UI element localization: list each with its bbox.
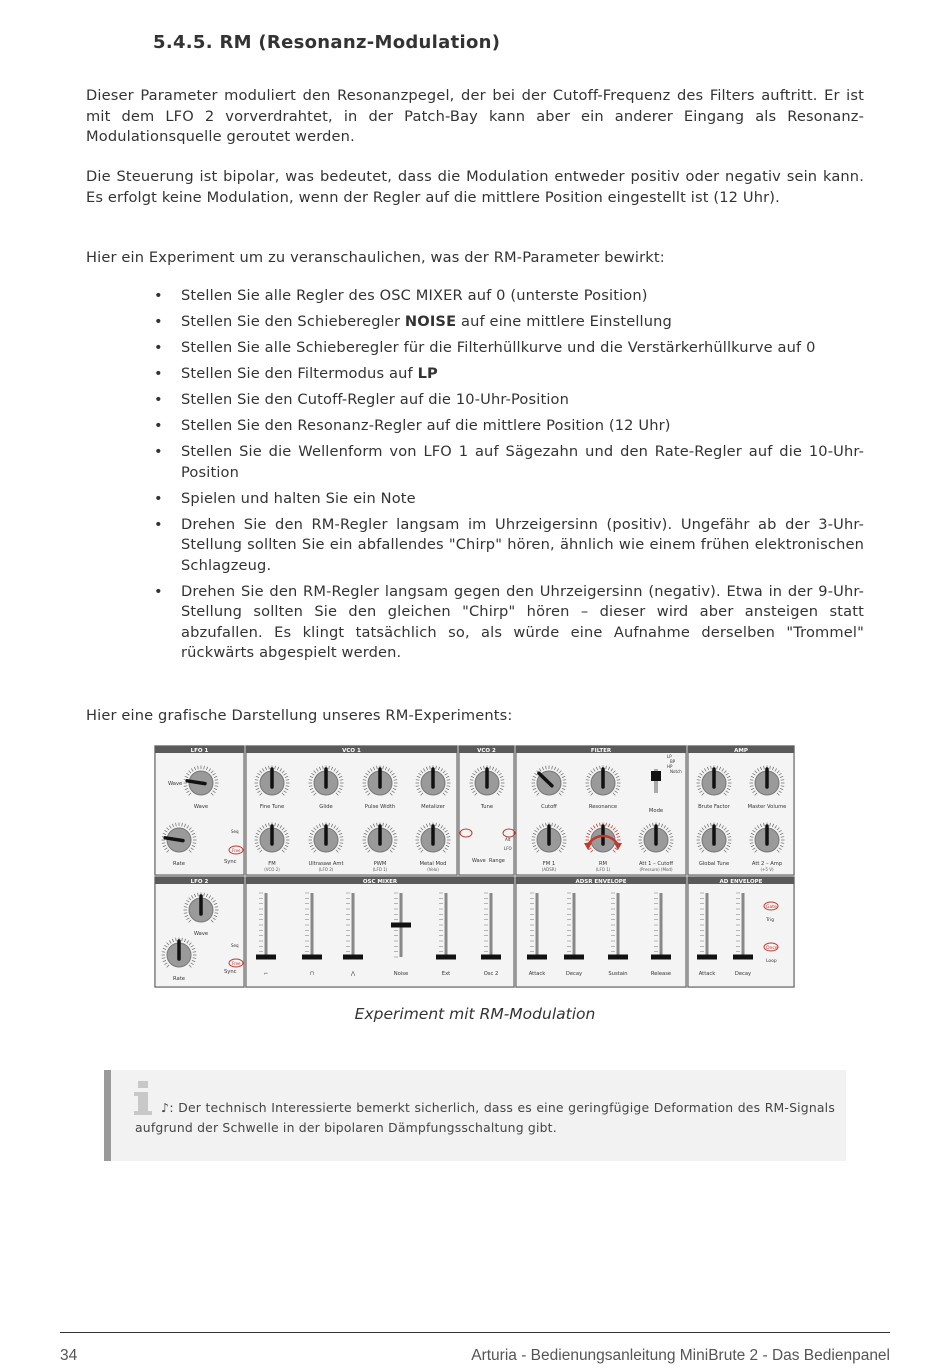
slider-track — [617, 893, 620, 957]
slider-label: Decay — [565, 971, 583, 977]
sync-label: Seq — [231, 829, 239, 834]
knob-sublabel: (LFO 2) — [318, 867, 334, 872]
experiment-steps-list — [86, 286, 864, 669]
list-item: • Stellen Sie die Wellenform von LFO 1 auf Sägezahn und den Rate-Regler auf die 10-Uhr-Position — [154, 443, 864, 481]
knob-label: FM — [268, 861, 276, 867]
slider-label: ⊓ — [309, 971, 315, 977]
list-item: • Stellen Sie den Filtermodus auf LP — [154, 365, 438, 382]
section-title: ADSR ENVELOPE — [575, 879, 627, 885]
sync-label: Seq — [231, 943, 239, 948]
slider-track — [265, 893, 268, 957]
section-title: LFO 1 — [190, 748, 209, 754]
knob-label: Global Tune — [698, 861, 730, 867]
slider-track — [742, 893, 745, 957]
list-item: • Stellen Sie den Schieberegler NOISE auf eine mittlere Einstellung — [154, 313, 672, 330]
paragraph-intro: Dieser Parameter moduliert den Resonanzpegel, der bei der Cutoff-Frequenz des Filters auftritt. Er ist mit dem LFO 2 vorverdrahtet, in der Patch-Bay kann aber ein anderer Eingang als Resonanz-Modulationsquelle geroutet werden. — [86, 87, 864, 145]
knob-label: Brute Factor — [698, 804, 730, 810]
knob-label: Rate — [173, 976, 185, 982]
knob-label: FM 1 — [542, 861, 556, 867]
figure-caption: Experiment mit RM-Modulation — [354, 1005, 596, 1023]
mode-label: Notch — [670, 769, 682, 774]
paragraph-experiment-intro: Hier ein Experiment um zu veranschaulichen, was der RM-Parameter bewirkt: — [86, 249, 665, 266]
knob-label: Master Volume — [747, 804, 787, 810]
panel-section — [459, 746, 514, 875]
list-item: • Stellen Sie alle Schieberegler für die Filterhüllkurve und die Verstärkerhüllkurve auf 0 — [154, 339, 816, 356]
list-item: • Spielen und halten Sie ein Note — [154, 489, 416, 507]
knob-sublabel: (+5 V) — [760, 867, 774, 872]
knob-label: Metalizer — [421, 804, 445, 810]
knob-label: Wave — [193, 931, 209, 937]
list-item: • Drehen Sie den RM-Regler langsam gegen den Uhrzeigersinn (negativ). Etwa in der 9-Uhr-Stellung sollten Sie den gleichen "Chirp" hören – dieser wird aber ansteigen statt abzufallen. Es klingt tatsächlich so, als würde eine Aufnahme derselben "Trommel" rückwärts abgespielt werden. — [154, 582, 864, 661]
ad-mode-label: Trig — [766, 918, 775, 923]
slider-track — [660, 893, 663, 957]
slider-handle — [481, 955, 501, 960]
switch-label: LFO — [504, 846, 512, 851]
slider-label: Attack — [528, 971, 546, 977]
list-item: • Stellen Sie den Resonanz-Regler auf die mittlere Position (12 Uhr) — [154, 417, 671, 434]
slider-handle — [697, 955, 717, 960]
section-title: LFO 2 — [190, 879, 209, 885]
knob-label: Rate — [173, 861, 185, 867]
knob-label: Cutoff — [541, 804, 557, 810]
knob-label: Tune — [480, 804, 494, 810]
slider-track — [536, 893, 539, 957]
panel-section — [155, 746, 244, 875]
slider-handle — [564, 955, 584, 960]
mode-label: BP — [670, 759, 676, 764]
sync-label: Free — [232, 848, 241, 853]
slider-track — [490, 893, 493, 957]
slider-label: Ext — [441, 971, 451, 977]
section-title: VCO 1 — [342, 748, 361, 754]
ad-mode-label: Once — [766, 946, 778, 951]
slider-handle — [733, 955, 753, 960]
note-box — [104, 1070, 846, 1161]
knob-label: RM — [598, 861, 608, 867]
knob-sublabel: (ADSR) — [541, 867, 557, 872]
list-item: • Stellen Sie den Cutoff-Regler auf die 10-Uhr-Position — [154, 391, 570, 408]
slider-label: Noise — [393, 971, 409, 977]
panel-section — [688, 746, 794, 875]
knob-label: PWM — [373, 861, 387, 867]
knob-sublabel: (Pressure) (Mod) — [639, 867, 673, 872]
knob-sublabel: (LFO 1) — [372, 867, 388, 872]
slider-handle — [343, 955, 363, 960]
slider-handle — [651, 955, 671, 960]
list-item: • Drehen Sie den RM-Regler langsam im Uhrzeigersinn (positiv). Ungefähr ab der 3-Uhr-Stellung sollten Sie ein abfallendes "Chirp" hören, ähnlich wie einem frühen elektronischen Schlagzeug. — [154, 515, 864, 574]
mode-switch-handle — [651, 771, 661, 781]
footer-divider — [60, 1332, 890, 1333]
slider-handle — [391, 923, 411, 928]
section-heading: 5.4.5. RM (Resonanz-Modulation) — [153, 32, 501, 53]
slider-label: ⌐ — [263, 971, 269, 977]
section-title: OSC MIXER — [362, 879, 398, 885]
mode-label: LP — [667, 754, 672, 759]
slider-label: Decay — [734, 971, 752, 977]
note-text: ♪: Der technisch Interessierte bemerkt sicherlich, dass es eine geringfügige Deformation des RM-Signals aufgrund der Schwelle in der bipolaren Dämpfungsschaltung gibt. — [135, 1100, 835, 1135]
slider-label: ⋀ — [350, 971, 356, 977]
mode-label: HP — [667, 764, 673, 769]
slider-handle — [608, 955, 628, 960]
panel-section — [246, 877, 514, 987]
switch-label: Alt — [505, 837, 511, 842]
section-title: FILTER — [590, 748, 612, 754]
knob-label: Metal Mod — [419, 861, 447, 867]
knob-sublabel: (Velo) — [427, 867, 439, 872]
panel-section — [246, 746, 457, 875]
sync-label: Free — [232, 961, 241, 966]
slider-track — [706, 893, 709, 957]
ad-mode-label: Loop — [766, 959, 777, 964]
slider-track — [311, 893, 314, 957]
switch-label: Range — [489, 858, 505, 864]
slider-track — [573, 893, 576, 957]
knob-label: Att 2 – Amp — [751, 861, 783, 867]
knob-label: Fine Tune — [259, 804, 285, 810]
switch-label: Wave — [472, 858, 486, 864]
knob-label: Glide — [319, 804, 333, 810]
page-number: 34 — [60, 1347, 78, 1364]
slider-track — [445, 893, 448, 957]
paragraph-bipolar: Die Steuerung ist bipolar, was bedeutet, dass die Modulation entweder positiv oder negativ sein kann. Es erfolgt keine Modulation, wenn der Regler auf die mittlere Position eingestellt ist (12 Uhr). — [86, 168, 864, 206]
slider-handle — [527, 955, 547, 960]
slider-track — [352, 893, 355, 957]
slider-handle — [256, 955, 276, 960]
section-title: AD ENVELOPE — [719, 879, 763, 885]
section-title: VCO 2 — [477, 748, 496, 754]
slider-handle — [302, 955, 322, 960]
knob-label: Pulse Width — [364, 804, 396, 810]
knob-label: Resonance — [588, 804, 618, 810]
knob-label: Sync — [224, 859, 237, 865]
knob-sublabel: (VCO 2) — [264, 867, 280, 872]
knob-label: Sync — [224, 969, 237, 975]
slider-label: Attack — [698, 971, 716, 977]
synth-panel-diagram — [154, 745, 795, 988]
slider-label: Sustain — [608, 971, 628, 977]
paragraph-figure-intro: Hier eine grafische Darstellung unseres RM-Experiments: — [86, 707, 513, 724]
knob-label: Ultrasaw Amt — [308, 861, 344, 867]
footer-title: Arturia - Bedienungsanleitung MiniBrute 2 - Das Bedienpanel — [471, 1347, 890, 1364]
slider-handle — [436, 955, 456, 960]
ad-mode-label: Gate — [766, 905, 777, 910]
knob-label: Att 1 – Cutoff — [638, 861, 674, 867]
knob-label: Mode — [648, 808, 664, 814]
knob-sublabel: (LFO 1) — [595, 867, 611, 872]
slider-label: Release — [650, 971, 672, 977]
knob-label: Wave — [168, 781, 183, 787]
section-title: AMP — [734, 748, 748, 754]
list-item: • Stellen Sie alle Regler des OSC MIXER auf 0 (unterste Position) — [154, 287, 648, 304]
knob-label: Wave — [193, 804, 209, 810]
slider-label: Osc 2 — [483, 971, 499, 977]
